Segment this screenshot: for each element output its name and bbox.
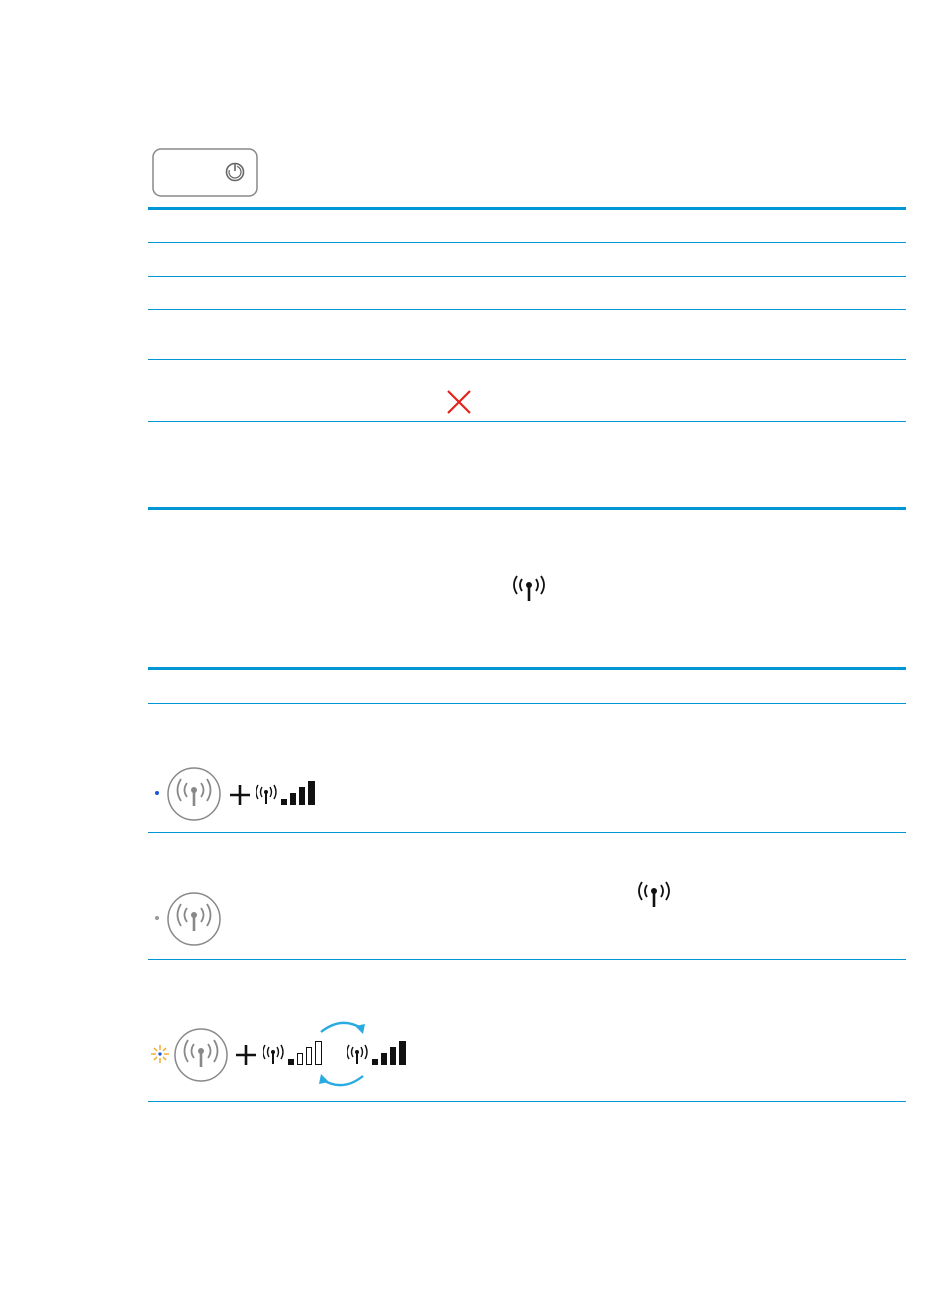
table-bottom-rule: [148, 507, 906, 510]
wireless-light-icon: [173, 1027, 229, 1083]
table-top-rule: [148, 207, 906, 210]
status-dot-on: [155, 791, 159, 795]
table-bottom-rule: [148, 1101, 906, 1102]
table-row-divider: [148, 309, 906, 310]
table-row-divider: [148, 832, 906, 833]
wireless-light-icon: [166, 891, 222, 947]
blinking-light-icon: [150, 1044, 170, 1064]
table-row-divider: [148, 703, 906, 704]
table-row-divider: [148, 359, 906, 360]
wireless-antenna-icon: [511, 574, 547, 604]
signal-bars-icon: [256, 778, 326, 808]
plus-icon: [235, 1044, 257, 1066]
table-row-divider: [148, 959, 906, 960]
x-icon: [446, 389, 472, 415]
signal-bars-icon: [347, 1038, 417, 1068]
plus-icon: [229, 784, 251, 806]
table-row-divider: [148, 276, 906, 277]
power-button-illustration: [152, 148, 258, 197]
table-top-rule: [148, 667, 906, 670]
wireless-antenna-icon: [636, 880, 672, 910]
wireless-light-icon: [166, 766, 222, 822]
table-row-divider: [148, 421, 906, 422]
status-dot-off: [155, 916, 159, 920]
table-row-divider: [148, 242, 906, 243]
